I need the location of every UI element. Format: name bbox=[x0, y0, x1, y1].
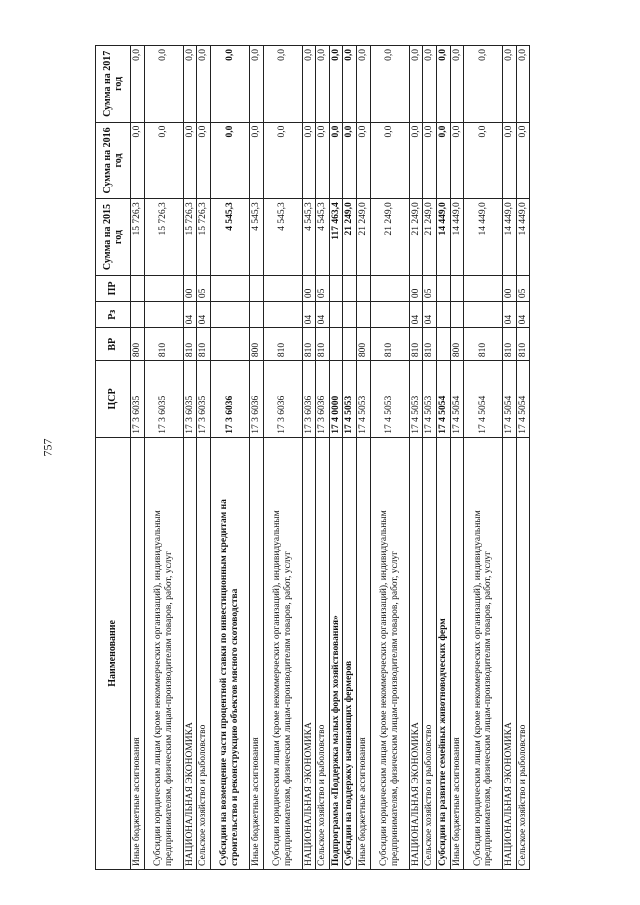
cell-name: Иные бюджетные ассигнования bbox=[357, 437, 371, 869]
cell-sum-2017: 0,0 bbox=[302, 46, 316, 123]
cell-pr bbox=[357, 275, 371, 301]
cell-vr: 800 bbox=[131, 328, 145, 361]
table-row bbox=[302, 46, 316, 870]
cell-sum-2016: 0,0 bbox=[302, 122, 316, 199]
cell-sum-2017: 0,0 bbox=[210, 46, 249, 123]
cell-csr: 17 4 5053 bbox=[409, 361, 423, 438]
cell-vr bbox=[210, 328, 249, 361]
cell-vr: 810 bbox=[423, 328, 437, 361]
cell-vr: 800 bbox=[249, 328, 263, 361]
cell-sum-2015: 15 726,3 bbox=[183, 199, 197, 276]
cell-csr: 17 4 5054 bbox=[516, 361, 530, 438]
cell-rz bbox=[357, 302, 371, 328]
cell-sum-2017: 0,0 bbox=[131, 46, 145, 123]
cell-vr: 800 bbox=[357, 328, 371, 361]
cell-sum-2017: 0,0 bbox=[183, 46, 197, 123]
budget-table-container bbox=[95, 45, 595, 870]
cell-name: НАЦИОНАЛЬНАЯ ЭКОНОМИКА bbox=[409, 437, 423, 869]
cell-name: Субсидии юридическим лицам (кроме некоммерческих организаций), индивидуальным предпринимателям, физическим лицам-производителям товаров, работ, услуг bbox=[370, 437, 409, 869]
cell-name: Субсидии на возмещение части процентной ставки по инвестиционным кредитам на строительство и реконструкцию объектов мясного скотоводства bbox=[210, 437, 249, 869]
cell-csr: 17 3 6036 bbox=[316, 361, 330, 438]
cell-pr bbox=[131, 275, 145, 301]
cell-vr: 810 bbox=[409, 328, 423, 361]
cell-name: НАЦИОНАЛЬНАЯ ЭКОНОМИКА bbox=[302, 437, 316, 869]
cell-rz: 04 bbox=[302, 302, 316, 328]
cell-vr: 810 bbox=[503, 328, 517, 361]
cell-name: Субсидии на поддержку начинающих фермеров bbox=[343, 437, 357, 869]
cell-name: Иные бюджетные ассигнования bbox=[249, 437, 263, 869]
table-row bbox=[263, 46, 302, 870]
cell-vr bbox=[343, 328, 357, 361]
cell-pr bbox=[144, 275, 183, 301]
cell-sum-2017: 0,0 bbox=[423, 46, 437, 123]
cell-sum-2015: 4 545,3 bbox=[263, 199, 302, 276]
cell-pr: 05 bbox=[516, 275, 530, 301]
cell-csr: 17 3 6035 bbox=[144, 361, 183, 438]
cell-vr: 810 bbox=[516, 328, 530, 361]
table-row bbox=[357, 46, 371, 870]
cell-name: Иные бюджетные ассигнования bbox=[450, 437, 464, 869]
table-row bbox=[516, 46, 530, 870]
cell-sum-2015: 4 545,3 bbox=[316, 199, 330, 276]
budget-table bbox=[95, 45, 530, 870]
cell-sum-2017: 0,0 bbox=[329, 46, 343, 123]
cell-rz: 04 bbox=[316, 302, 330, 328]
table-row bbox=[183, 46, 197, 870]
cell-sum-2016: 0,0 bbox=[516, 122, 530, 199]
cell-rz: 04 bbox=[516, 302, 530, 328]
cell-rz bbox=[210, 302, 249, 328]
cell-pr: 00 bbox=[503, 275, 517, 301]
cell-vr: 800 bbox=[450, 328, 464, 361]
cell-csr: 17 4 5053 bbox=[343, 361, 357, 438]
cell-vr: 810 bbox=[370, 328, 409, 361]
cell-sum-2016: 0,0 bbox=[343, 122, 357, 199]
cell-csr: 17 3 6035 bbox=[197, 361, 211, 438]
cell-csr: 17 3 6035 bbox=[183, 361, 197, 438]
cell-sum-2015: 21 249,0 bbox=[357, 199, 371, 276]
cell-sum-2015: 4 545,3 bbox=[210, 199, 249, 276]
cell-rz bbox=[144, 302, 183, 328]
cell-rz bbox=[131, 302, 145, 328]
table-header-row bbox=[96, 46, 131, 870]
table-row bbox=[436, 46, 450, 870]
cell-pr bbox=[249, 275, 263, 301]
cell-csr: 17 3 6035 bbox=[131, 361, 145, 438]
cell-sum-2016: 0,0 bbox=[263, 122, 302, 199]
table-row bbox=[197, 46, 211, 870]
cell-name: Сельское хозяйство и рыболовство bbox=[316, 437, 330, 869]
cell-rz bbox=[450, 302, 464, 328]
cell-sum-2017: 0,0 bbox=[144, 46, 183, 123]
cell-rz bbox=[370, 302, 409, 328]
cell-sum-2016: 0,0 bbox=[131, 122, 145, 199]
table-row bbox=[503, 46, 517, 870]
table-row bbox=[343, 46, 357, 870]
cell-rz bbox=[436, 302, 450, 328]
cell-sum-2015: 4 545,3 bbox=[249, 199, 263, 276]
cell-sum-2015: 14 449,0 bbox=[436, 199, 450, 276]
table-row bbox=[131, 46, 145, 870]
cell-vr bbox=[436, 328, 450, 361]
cell-sum-2016: 0,0 bbox=[503, 122, 517, 199]
cell-pr: 00 bbox=[183, 275, 197, 301]
cell-sum-2017: 0,0 bbox=[197, 46, 211, 123]
cell-pr: 05 bbox=[423, 275, 437, 301]
cell-name: Сельское хозяйство и рыболовство bbox=[197, 437, 211, 869]
cell-sum-2017: 0,0 bbox=[450, 46, 464, 123]
cell-csr: 17 3 6036 bbox=[249, 361, 263, 438]
cell-rz: 04 bbox=[409, 302, 423, 328]
header-csr: ЦСР bbox=[96, 361, 131, 438]
cell-sum-2015: 15 726,3 bbox=[131, 199, 145, 276]
cell-name: Сельское хозяйство и рыболовство bbox=[423, 437, 437, 869]
cell-sum-2015: 4 545,3 bbox=[302, 199, 316, 276]
cell-sum-2017: 0,0 bbox=[436, 46, 450, 123]
cell-rz bbox=[263, 302, 302, 328]
cell-name: Субсидии юридическим лицам (кроме некоммерческих организаций), индивидуальным предпринимателям, физическим лицам-производителям товаров, работ, услуг bbox=[144, 437, 183, 869]
cell-sum-2017: 0,0 bbox=[249, 46, 263, 123]
cell-rz: 04 bbox=[183, 302, 197, 328]
cell-csr: 17 3 6036 bbox=[302, 361, 316, 438]
cell-sum-2015: 21 249,0 bbox=[423, 199, 437, 276]
cell-sum-2015: 117 463,4 bbox=[329, 199, 343, 276]
cell-rz bbox=[329, 302, 343, 328]
table-row bbox=[423, 46, 437, 870]
table-row bbox=[316, 46, 330, 870]
cell-name: Субсидии юридическим лицам (кроме некоммерческих организаций), индивидуальным предпринимателям, физическим лицам-производителям товаров, работ, услуг bbox=[464, 437, 503, 869]
cell-rz bbox=[464, 302, 503, 328]
header-vr: ВР bbox=[96, 328, 131, 361]
cell-sum-2015: 21 249,0 bbox=[343, 199, 357, 276]
cell-sum-2017: 0,0 bbox=[357, 46, 371, 123]
cell-sum-2016: 0,0 bbox=[436, 122, 450, 199]
cell-sum-2015: 21 249,0 bbox=[370, 199, 409, 276]
cell-pr bbox=[343, 275, 357, 301]
cell-sum-2017: 0,0 bbox=[316, 46, 330, 123]
cell-rz: 04 bbox=[197, 302, 211, 328]
table-row bbox=[329, 46, 343, 870]
table-row bbox=[370, 46, 409, 870]
cell-csr: 17 3 6036 bbox=[210, 361, 249, 438]
cell-vr bbox=[329, 328, 343, 361]
cell-name: Субсидии на развитие семейных животноводческих ферм bbox=[436, 437, 450, 869]
cell-vr: 810 bbox=[263, 328, 302, 361]
cell-pr bbox=[329, 275, 343, 301]
cell-pr bbox=[464, 275, 503, 301]
cell-sum-2017: 0,0 bbox=[503, 46, 517, 123]
cell-sum-2015: 15 726,3 bbox=[144, 199, 183, 276]
table-body bbox=[131, 46, 530, 870]
cell-sum-2016: 0,0 bbox=[409, 122, 423, 199]
cell-csr: 17 4 5053 bbox=[357, 361, 371, 438]
cell-sum-2016: 0,0 bbox=[423, 122, 437, 199]
cell-sum-2016: 0,0 bbox=[144, 122, 183, 199]
cell-sum-2016: 0,0 bbox=[464, 122, 503, 199]
cell-rz bbox=[343, 302, 357, 328]
table-row bbox=[144, 46, 183, 870]
cell-pr bbox=[450, 275, 464, 301]
cell-sum-2015: 14 449,0 bbox=[450, 199, 464, 276]
cell-sum-2015: 15 726,3 bbox=[197, 199, 211, 276]
cell-csr: 17 4 5054 bbox=[450, 361, 464, 438]
cell-sum-2017: 0,0 bbox=[343, 46, 357, 123]
cell-sum-2016: 0,0 bbox=[210, 122, 249, 199]
cell-csr: 17 4 5054 bbox=[503, 361, 517, 438]
cell-sum-2016: 0,0 bbox=[329, 122, 343, 199]
header-rz: Рз bbox=[96, 302, 131, 328]
cell-vr: 810 bbox=[183, 328, 197, 361]
cell-csr: 17 4 5053 bbox=[423, 361, 437, 438]
cell-name: Иные бюджетные ассигнования bbox=[131, 437, 145, 869]
cell-pr: 00 bbox=[409, 275, 423, 301]
cell-rz: 04 bbox=[423, 302, 437, 328]
cell-sum-2016: 0,0 bbox=[183, 122, 197, 199]
cell-pr bbox=[210, 275, 249, 301]
cell-sum-2016: 0,0 bbox=[450, 122, 464, 199]
cell-pr bbox=[436, 275, 450, 301]
cell-csr: 17 4 0000 bbox=[329, 361, 343, 438]
cell-sum-2015: 21 249,0 bbox=[409, 199, 423, 276]
cell-sum-2017: 0,0 bbox=[409, 46, 423, 123]
cell-name: НАЦИОНАЛЬНАЯ ЭКОНОМИКА bbox=[503, 437, 517, 869]
cell-name: НАЦИОНАЛЬНАЯ ЭКОНОМИКА bbox=[183, 437, 197, 869]
cell-vr: 810 bbox=[144, 328, 183, 361]
cell-pr: 00 bbox=[302, 275, 316, 301]
cell-pr bbox=[263, 275, 302, 301]
cell-csr: 17 4 5054 bbox=[464, 361, 503, 438]
table-row bbox=[249, 46, 263, 870]
cell-sum-2016: 0,0 bbox=[357, 122, 371, 199]
cell-csr: 17 3 6036 bbox=[263, 361, 302, 438]
cell-pr: 05 bbox=[316, 275, 330, 301]
cell-csr: 17 4 5054 bbox=[436, 361, 450, 438]
table-row bbox=[409, 46, 423, 870]
cell-sum-2017: 0,0 bbox=[263, 46, 302, 123]
cell-sum-2016: 0,0 bbox=[316, 122, 330, 199]
cell-rz bbox=[249, 302, 263, 328]
cell-sum-2016: 0,0 bbox=[370, 122, 409, 199]
cell-vr: 810 bbox=[302, 328, 316, 361]
cell-pr: 05 bbox=[197, 275, 211, 301]
cell-sum-2016: 0,0 bbox=[197, 122, 211, 199]
cell-sum-2017: 0,0 bbox=[516, 46, 530, 123]
cell-sum-2015: 14 449,0 bbox=[516, 199, 530, 276]
cell-name: Субсидии юридическим лицам (кроме некоммерческих организаций), индивидуальным предпринимателям, физическим лицам-производителям товаров, работ, услуг bbox=[263, 437, 302, 869]
cell-rz: 04 bbox=[503, 302, 517, 328]
cell-sum-2015: 14 449,0 bbox=[464, 199, 503, 276]
cell-csr: 17 4 5053 bbox=[370, 361, 409, 438]
table-row bbox=[210, 46, 249, 870]
table-row bbox=[464, 46, 503, 870]
cell-sum-2017: 0,0 bbox=[464, 46, 503, 123]
header-sum-2015: Сумма на 2015 год bbox=[96, 199, 131, 276]
cell-sum-2017: 0,0 bbox=[370, 46, 409, 123]
cell-sum-2015: 14 449,0 bbox=[503, 199, 517, 276]
cell-name: Подпрограмма «Поддержка малых форм хозяйствования» bbox=[329, 437, 343, 869]
table-row bbox=[450, 46, 464, 870]
cell-vr: 810 bbox=[197, 328, 211, 361]
cell-vr: 810 bbox=[316, 328, 330, 361]
header-sum-2016: Сумма на 2016 год bbox=[96, 122, 131, 199]
cell-pr bbox=[370, 275, 409, 301]
header-pr: ПР bbox=[96, 275, 131, 301]
cell-name: Сельское хозяйство и рыболовство bbox=[516, 437, 530, 869]
cell-sum-2016: 0,0 bbox=[249, 122, 263, 199]
page-number: 757 bbox=[40, 438, 55, 457]
header-name: Наименование bbox=[96, 437, 131, 869]
header-sum-2017: Сумма на 2017 год bbox=[96, 46, 131, 123]
cell-vr: 810 bbox=[464, 328, 503, 361]
